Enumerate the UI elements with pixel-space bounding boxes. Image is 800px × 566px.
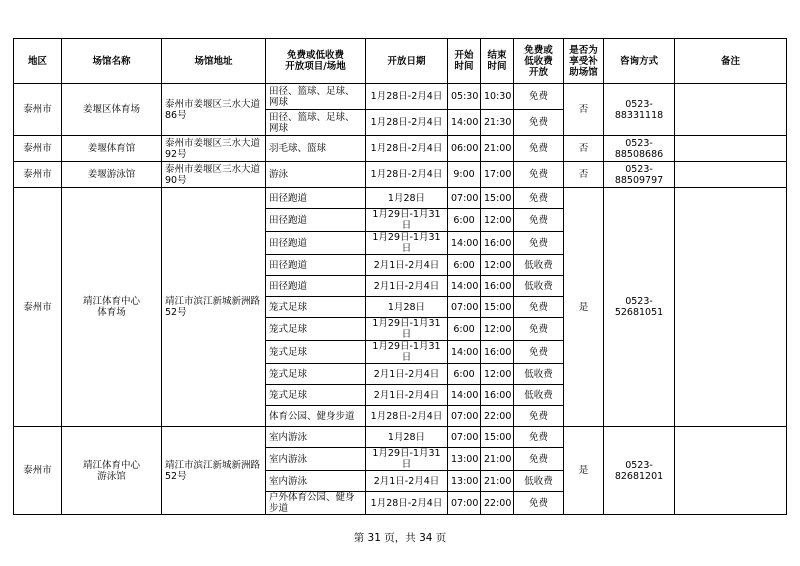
subsidy-cell: 否 [564,162,604,188]
venue-name-cell: 姜堰游泳馆 [62,162,162,188]
table-row [14,84,787,110]
start-time-cell: 14:00 [448,385,481,406]
start-time-cell: 14:00 [448,276,481,297]
end-time-cell: 22:00 [481,492,514,515]
fee-cell: 免费 [514,448,564,471]
note-cell [675,188,787,427]
note-cell [675,136,787,162]
table-row [14,188,787,209]
item-cell: 田径跑道 [266,276,366,297]
fee-cell: 低收费 [514,385,564,406]
table-row [14,427,787,448]
contact-cell: 0523-88509797 [604,162,675,188]
start-time-cell: 07:00 [448,427,481,448]
end-time-cell: 12:00 [481,364,514,385]
date-cell: 1月28日 [366,427,448,448]
item-cell: 田径、篮球、足球、网球 [266,110,366,136]
region-cell: 泰州市 [14,136,62,162]
item-cell: 笼式足球 [266,318,366,341]
region-cell: 泰州市 [14,427,62,515]
subsidy-cell: 否 [564,136,604,162]
date-cell: 1月28日-2月4日 [366,406,448,427]
contact-cell: 0523-88508686 [604,136,675,162]
end-time-cell: 21:00 [481,471,514,492]
table-body [14,84,787,515]
date-cell: 2月1日-2月4日 [366,255,448,276]
end-time-cell: 12:00 [481,318,514,341]
venue-name-cell: 姜堰体育馆 [62,136,162,162]
start-time-cell: 13:00 [448,448,481,471]
item-cell: 室内游泳 [266,448,366,471]
end-time-cell: 16:00 [481,276,514,297]
venue-name-cell: 靖江体育中心 体育场 [62,188,162,427]
address-cell: 靖江市滨江新城新洲路52号 [162,427,266,515]
start-time-cell: 07:00 [448,188,481,209]
fee-cell: 免费 [514,406,564,427]
fee-cell: 免费 [514,297,564,318]
item-cell: 田径跑道 [266,255,366,276]
start-time-cell: 05:30 [448,84,481,110]
date-cell: 1月28日 [366,188,448,209]
date-cell: 1月28日-2月4日 [366,162,448,188]
end-time-cell: 15:00 [481,188,514,209]
column-header: 备注 [675,39,787,84]
item-cell: 体育公园、健身步道 [266,406,366,427]
end-time-cell: 17:00 [481,162,514,188]
note-cell [675,84,787,136]
date-cell: 1月28日-2月4日 [366,84,448,110]
region-cell: 泰州市 [14,188,62,427]
end-time-cell: 12:00 [481,255,514,276]
region-cell: 泰州市 [14,162,62,188]
fee-cell: 免费 [514,209,564,232]
subsidy-cell: 是 [564,188,604,427]
table-row [14,136,787,162]
address-cell: 泰州市姜堰区三水大道92号 [162,136,266,162]
fee-cell: 低收费 [514,471,564,492]
start-time-cell: 07:00 [448,297,481,318]
date-cell: 2月1日-2月4日 [366,364,448,385]
date-cell: 1月29日-1月31日 [366,232,448,255]
header-row [14,39,787,84]
item-cell: 笼式足球 [266,364,366,385]
end-time-cell: 15:00 [481,427,514,448]
date-cell: 1月28日-2月4日 [366,136,448,162]
end-time-cell: 21:00 [481,448,514,471]
start-time-cell: 6:00 [448,318,481,341]
contact-cell: 0523-88331118 [604,84,675,136]
venue-table [13,38,787,515]
date-cell: 1月29日-1月31日 [366,341,448,364]
contact-cell: 0523-52681051 [604,188,675,427]
column-header: 开始 时间 [448,39,481,84]
note-cell [675,427,787,515]
end-time-cell: 12:00 [481,209,514,232]
date-cell: 1月28日-2月4日 [366,492,448,515]
date-cell: 2月1日-2月4日 [366,276,448,297]
table-row [14,162,787,188]
item-cell: 田径跑道 [266,188,366,209]
item-cell: 游泳 [266,162,366,188]
fee-cell: 免费 [514,492,564,515]
column-header: 开放日期 [366,39,448,84]
venue-name-cell: 姜堰区体育场 [62,84,162,136]
subsidy-cell: 否 [564,84,604,136]
start-time-cell: 14:00 [448,341,481,364]
start-time-cell: 07:00 [448,492,481,515]
page-footer: 第 31 页，共 34 页 [353,532,447,544]
column-header: 地区 [14,39,62,84]
column-header: 咨询方式 [604,39,675,84]
end-time-cell: 22:00 [481,406,514,427]
start-time-cell: 14:00 [448,110,481,136]
venue-name-cell: 靖江体育中心 游泳馆 [62,427,162,515]
fee-cell: 免费 [514,84,564,110]
start-time-cell: 13:00 [448,471,481,492]
fee-cell: 低收费 [514,255,564,276]
item-cell: 田径跑道 [266,209,366,232]
end-time-cell: 21:00 [481,136,514,162]
item-cell: 户外体育公园、健身步道 [266,492,366,515]
start-time-cell: 14:00 [448,232,481,255]
end-time-cell: 15:00 [481,297,514,318]
date-cell: 1月29日-1月31日 [366,209,448,232]
item-cell: 室内游泳 [266,471,366,492]
fee-cell: 低收费 [514,276,564,297]
start-time-cell: 6:00 [448,209,481,232]
date-cell: 2月1日-2月4日 [366,385,448,406]
start-time-cell: 6:00 [448,255,481,276]
fee-cell: 免费 [514,110,564,136]
item-cell: 笼式足球 [266,385,366,406]
end-time-cell: 10:30 [481,84,514,110]
column-header: 免费或 低收费 开放 [514,39,564,84]
fee-cell: 免费 [514,341,564,364]
date-cell: 1月28日-2月4日 [366,110,448,136]
fee-cell: 免费 [514,427,564,448]
item-cell: 田径、篮球、足球、网球 [266,84,366,110]
start-time-cell: 07:00 [448,406,481,427]
fee-cell: 免费 [514,136,564,162]
date-cell: 1月28日 [366,297,448,318]
table-header [14,39,787,84]
end-time-cell: 16:00 [481,341,514,364]
item-cell: 羽毛球、篮球 [266,136,366,162]
fee-cell: 低收费 [514,364,564,385]
fee-cell: 免费 [514,162,564,188]
item-cell: 笼式足球 [266,341,366,364]
region-cell: 泰州市 [14,84,62,136]
end-time-cell: 16:00 [481,232,514,255]
column-header: 是否为 享受补 助场馆 [564,39,604,84]
start-time-cell: 9:00 [448,162,481,188]
fee-cell: 免费 [514,318,564,341]
item-cell: 室内游泳 [266,427,366,448]
address-cell: 泰州市姜堰区三水大道86号 [162,84,266,136]
column-header: 场馆地址 [162,39,266,84]
column-header: 免费或低收费 开放项目/场地 [266,39,366,84]
start-time-cell: 6:00 [448,364,481,385]
column-header: 场馆名称 [62,39,162,84]
fee-cell: 免费 [514,232,564,255]
address-cell: 靖江市滨江新城新洲路52号 [162,188,266,427]
contact-cell: 0523-82681201 [604,427,675,515]
column-header: 结束 时间 [481,39,514,84]
end-time-cell: 21:30 [481,110,514,136]
date-cell: 2月1日-2月4日 [366,471,448,492]
note-cell [675,162,787,188]
item-cell: 笼式足球 [266,297,366,318]
address-cell: 泰州市姜堰区三水大道90号 [162,162,266,188]
date-cell: 1月29日-1月31日 [366,318,448,341]
start-time-cell: 06:00 [448,136,481,162]
date-cell: 1月29日-1月31日 [366,448,448,471]
subsidy-cell: 是 [564,427,604,515]
item-cell: 田径跑道 [266,232,366,255]
end-time-cell: 16:00 [481,385,514,406]
fee-cell: 免费 [514,188,564,209]
